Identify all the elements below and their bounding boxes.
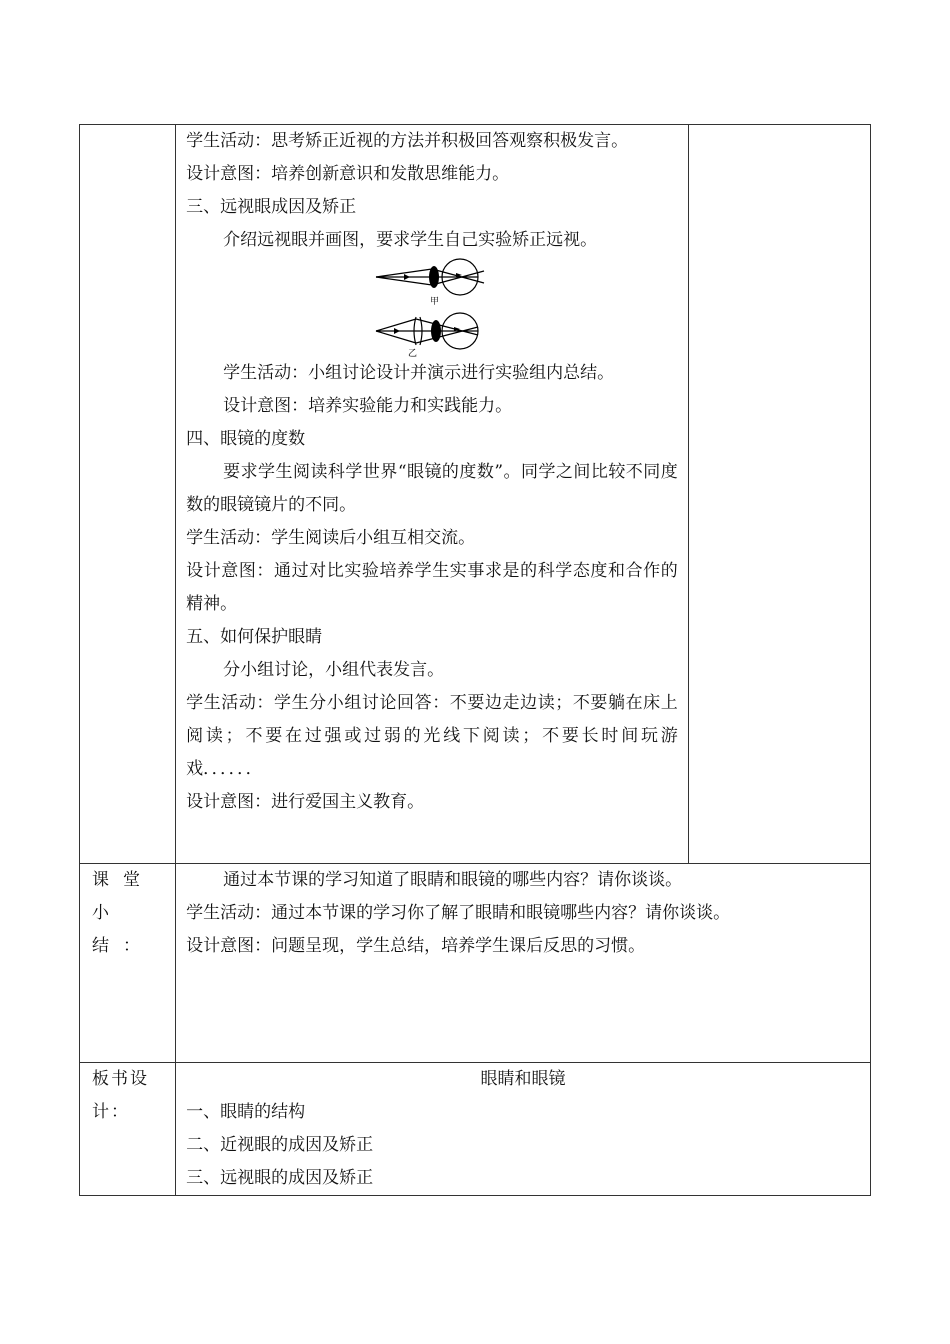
figure-label-top: 甲 [429,297,439,307]
process-label-cell [80,125,176,864]
paragraph: 学生活动：学生阅读后小组互相交流。 [186,528,476,548]
board-label: 板书设计： [92,1069,149,1122]
board-title: 眼睛和眼镜 [480,1069,566,1089]
summary-content-cell [176,864,871,1063]
paragraph: 要求学生阅读科学世界“眼镜的度数”。同学之间比较不同度数的眼镜镜片的不同。 [186,462,678,515]
paragraph: 学生活动：小组讨论设计并演示进行实验组内总结。 [223,363,615,383]
eye-diagram-icon [372,257,492,357]
summary-label: 课堂小结： [92,870,154,956]
paragraph: 介绍远视眼并画图，要求学生自己实验矫正远视。 [223,230,598,250]
paragraph: 学生活动：思考矫正近视的方法并积极回答观察积极发言。 [186,131,629,151]
hyperopia-figure [176,257,688,357]
section-heading: 五、如何保护眼睛 [186,627,323,647]
figure-label-bottom: 乙 [407,349,417,357]
summary-label-cell [80,864,176,1063]
paragraph: 分小组讨论，小组代表发言。 [223,660,445,680]
lesson-plan-table [79,124,871,1196]
board-item: 三、远视眼的成因及矫正 [186,1168,374,1188]
paragraph: 设计意图：通过对比实验培养学生实事求是的科学态度和合作的精神。 [186,561,678,614]
section-heading: 四、眼镜的度数 [186,429,306,449]
paragraph: 设计意图：进行爱国主义教育。 [186,792,425,812]
paragraph: 通过本节课的学习知道了眼睛和眼镜的哪些内容？请你谈谈。 [223,870,683,890]
notes-cell [688,125,870,864]
section-heading: 三、远视眼成因及矫正 [186,197,357,217]
board-design-row [80,1063,871,1196]
paragraph: 设计意图：培养实验能力和实践能力。 [223,396,513,416]
paragraph: 设计意图：培养创新意识和发散思维能力。 [186,164,510,184]
process-row [80,125,871,864]
board-content-cell [176,1063,871,1196]
board-label-cell [80,1063,176,1196]
paragraph: 设计意图：问题呈现，学生总结，培养学生课后反思的习惯。 [186,936,646,956]
process-content-cell [176,125,689,864]
board-item: 一、眼睛的结构 [186,1102,306,1122]
board-item: 二、近视眼的成因及矫正 [186,1135,374,1155]
paragraph: 学生活动：通过本节课的学习你了解了眼睛和眼镜哪些内容？请你谈谈。 [186,903,731,923]
summary-row [80,864,871,1063]
paragraph: 学生活动：学生分小组讨论回答：不要边走边读；不要躺在床上阅读；不要在过强或过弱的光线下阅读；不要长时间玩游戏．．．．．． [186,693,678,779]
